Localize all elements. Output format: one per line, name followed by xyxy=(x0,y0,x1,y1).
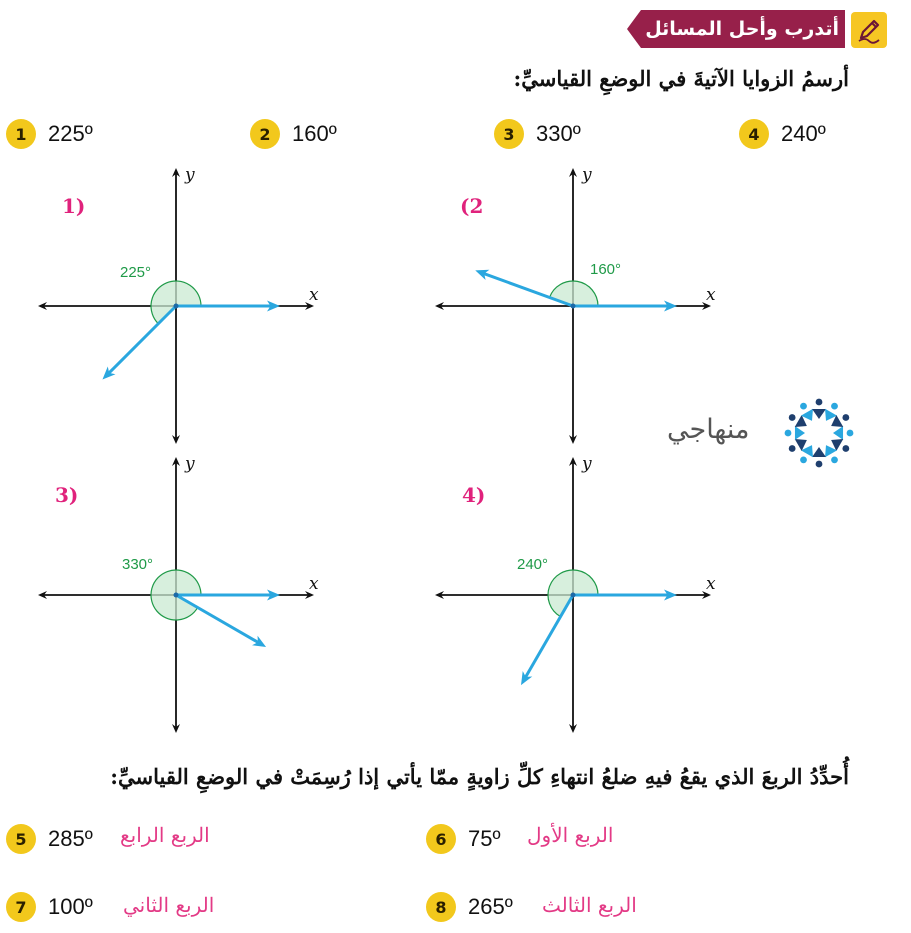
problem-number-badge: 4 xyxy=(739,119,769,149)
problem-number-badge: 7 xyxy=(6,892,36,922)
problem-number-badge: 3 xyxy=(494,119,524,149)
logo-figure-head xyxy=(842,414,849,421)
manhaji-logo xyxy=(667,396,862,471)
x-axis-label: x xyxy=(706,285,716,305)
plot-4 xyxy=(439,454,716,729)
origin-point xyxy=(174,593,179,598)
instruction-draw-angles: أرسمُ الزوايا الآتيةَ في الوضعِ القياسيِّ: xyxy=(513,66,849,91)
problem-number-badge: 8 xyxy=(426,892,456,922)
problem-angle: 265º xyxy=(468,894,513,919)
problem-angle: 330º xyxy=(536,121,581,146)
answer-5: الربع الرابع xyxy=(120,823,210,847)
angle-measure-label: 225° xyxy=(120,264,152,281)
logo-figure-body xyxy=(812,447,826,457)
answer-6: الربع الأول xyxy=(527,823,614,847)
y-axis-label: y xyxy=(582,165,592,185)
logo-figure-body xyxy=(795,426,805,440)
logo-text: منهاجي xyxy=(667,414,750,445)
x-axis-label: x xyxy=(706,574,716,594)
problem-angle: 100º xyxy=(48,894,93,919)
answer-8: الربع الثالث xyxy=(542,893,637,917)
y-axis-label: y xyxy=(185,165,195,185)
x-axis-label: x xyxy=(309,574,319,594)
logo-figure-head xyxy=(842,445,849,452)
problem-angle: 285º xyxy=(48,826,93,851)
logo-figure-head xyxy=(785,430,792,437)
angle-measure-label: 160° xyxy=(590,261,622,278)
problem-angle: 225º xyxy=(48,121,93,146)
problem-angle: 75º xyxy=(468,826,501,851)
logo-figure-head xyxy=(789,414,796,421)
problem-5 xyxy=(6,824,93,854)
problem-angle: 160º xyxy=(292,121,337,146)
header-title: أتدرب وأحل المسائل xyxy=(645,18,839,40)
plot-label: 4) xyxy=(462,483,486,507)
problem-number-badge: 6 xyxy=(426,824,456,854)
plot-label: (2 xyxy=(460,194,484,218)
origin-point xyxy=(571,593,576,598)
problem-7 xyxy=(6,892,93,922)
plot-label: 1) xyxy=(62,194,86,218)
answer-7: الربع الثاني xyxy=(123,893,215,917)
origin-point xyxy=(174,304,179,309)
plot-3 xyxy=(42,454,319,729)
terminal-side-ray xyxy=(523,595,573,682)
logo-figure-head xyxy=(789,445,796,452)
logo-figure-head xyxy=(800,456,807,463)
problem-number-badge: 1 xyxy=(6,119,36,149)
logo-figure-head xyxy=(831,456,838,463)
problem-8 xyxy=(426,892,513,922)
problem-angle: 240º xyxy=(781,121,826,146)
problem-6 xyxy=(426,824,501,854)
angle-measure-label: 330° xyxy=(122,556,154,573)
y-axis-label: y xyxy=(185,454,195,474)
y-axis-label: y xyxy=(582,454,592,474)
angle-arc xyxy=(550,281,598,306)
terminal-side-ray xyxy=(176,595,263,645)
logo-figure-head xyxy=(831,403,838,410)
problem-number-badge: 5 xyxy=(6,824,36,854)
angle-measure-label: 240° xyxy=(517,556,549,573)
origin-point xyxy=(571,304,576,309)
logo-figure-body xyxy=(833,426,843,440)
logo-figure-body xyxy=(812,409,826,419)
logo-figure-head xyxy=(816,461,823,468)
logo-figure-head xyxy=(800,403,807,410)
plot-1 xyxy=(42,165,319,440)
plot-label: 3) xyxy=(55,483,79,507)
problem-number-badge: 2 xyxy=(250,119,280,149)
x-axis-label: x xyxy=(309,285,319,305)
terminal-side-ray xyxy=(105,306,176,377)
logo-figure-head xyxy=(816,399,823,406)
instruction-identify-quadrant: أُحدِّدُ الربعَ الذي يقعُ فيهِ ضلعُ انتهاءِ كلِّ زاويةٍ ممّا يأتي إذا رُسِمَتْ في الوضعِ القياسيِّ: xyxy=(110,764,849,789)
manhaji-logo-icon xyxy=(779,396,859,471)
logo-figure-head xyxy=(847,430,854,437)
